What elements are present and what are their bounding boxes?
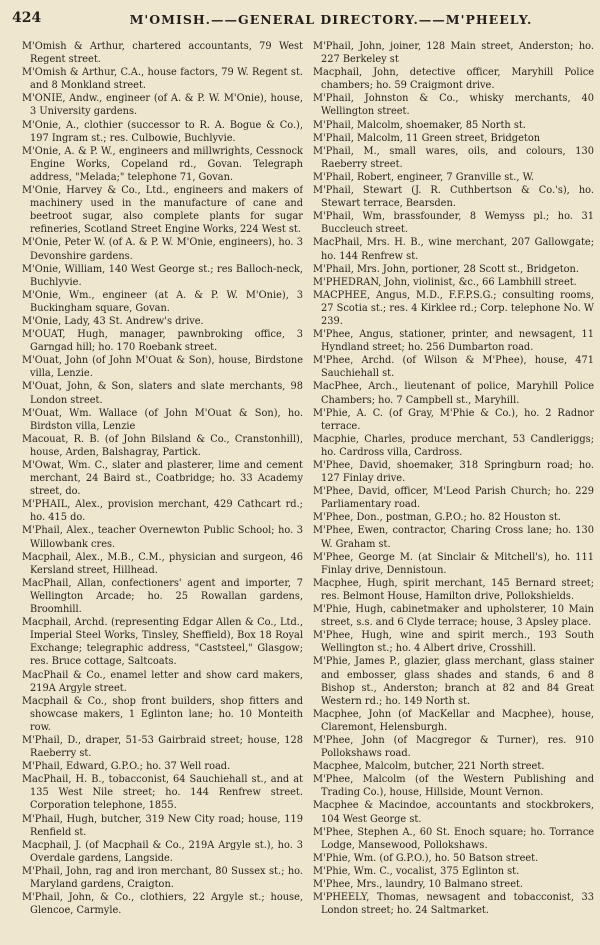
directory-entry: Macphee, John (of MacKellar and Macphee), house, Claremont, Helensburgh. [313,708,594,733]
directory-entry: M'Omish & Arthur, C.A., house factors, 79 W. Regent st. and 8 Monkland street. [22,67,303,92]
directory-entry: MacPhail & Co., enamel letter and show card makers, 219A Argyle street. [22,669,303,694]
directory-entry: MACPHEE, Angus, M.D., F.F.P.S.G.; consulting rooms, 27 Scotia st.; res. 4 Kirklee rd.; Corp. telephone No. W 239. [313,289,594,327]
directory-entry: M'Phie, James P., glazier, glass merchant, glass stainer and embosser, glass shades and stands, 6 and 8 Bishop st., Anderston; branch at 82 and 84 Great Western rd.; ho. 149 North st. [313,656,594,707]
directory-entry: M'Phie, Hugh, cabinetmaker and upholsterer, 10 Main street, s.s. and 6 Clyde terrace; house, 3 Apsley place. [313,604,594,629]
directory-entry: MacPhee, Arch., lieutenant of police, Maryhill Police Chambers; ho. 7 Campbell st., Maryhill. [313,381,594,406]
directory-entry: Macphee, Hugh, spirit merchant, 145 Bernard street; res. Belmont House, Hamilton drive, Pollokshields. [313,577,594,602]
directory-entry: M'Phee, Stephen A., 60 St. Enoch square; ho. Torrance Lodge, Mansewood, Pollokshaws. [313,826,594,851]
directory-entry: M'Phail, Malcolm, shoemaker, 85 North st. [313,119,526,131]
directory-entry: M'Phail, Hugh, butcher, 319 New City road; house, 119 Renfield st. [22,813,303,838]
directory-entry: Macphie, Charles, produce merchant, 53 Candleriggs; ho. Cardross villa, Cardross. [313,433,594,458]
left-column [22,40,303,940]
directory-entry: M'Phie, A. C. (of Gray, M'Phie & Co.), ho. 2 Radnor terrace. [313,407,594,432]
directory-entry: M'Onie, A., clothier (successor to R. A. Bogue & Co.), 197 Ingram st.; res. Culbowie, Buchlyvie. [22,119,303,144]
directory-entry: M'Onie, A. & P. W., engineers and millwrights, Cessnock Engine Works, Copeland rd., Govan. Telegraph address, "Melada;" telephone 71, Govan. [22,145,303,183]
directory-entry: M'Owat, Wm. C., slater and plasterer, lime and cement merchant, 24 Baird st., Coatbridge; ho. 33 Academy street, do. [22,460,303,498]
directory-entry: M'Phail, Alex., teacher Overnewton Public School; ho. 3 Willowbank cres. [22,525,303,550]
directory-entry: M'Onie, Wm., engineer (at A. & P. W. M'Onie), 3 Buckingham square, Govan. [22,289,303,314]
directory-entry: M'Phee, Mrs., laundry, 10 Balmano street. [313,879,524,890]
entry-columns [22,40,594,940]
directory-entry: Macphail, J. (of Macphail & Co., 219A Argyle st.), ho. 3 Overdale gardens, Langside. [22,839,303,864]
directory-entry: M'Phee, John (of Macgregor & Turner), res. 910 Pollokshaws road. [313,734,594,760]
directory-entry: MacPhail, Mrs. H. B., wine merchant, 207 Gallowgate; ho. 144 Renfrew st. [313,237,594,262]
directory-entry: MacPhail, H. B., tobacconist, 64 Sauchiehall st., and at 135 West Nile street; ho. 144 Renfrew street. Corporation telephone, 1855. [22,774,303,812]
directory-entry: M'Phee, Malcolm (of the Western Publishing and Trading Co.), house, Hillside, Mount Vernon. [313,774,594,799]
directory-entry: M'PHAIL, Alex., provision merchant, 429 Cathcart rd.; ho. 415 do. [22,499,303,524]
directory-entry: M'ONIE, Andw., engineer (of A. & P. W. M'Onie), house, 3 University gardens. [22,93,303,118]
directory-entry: M'OUAT, Hugh, manager, pawnbroking office, 3 Garngad hill; ho. 170 Roebank street. [22,329,303,354]
directory-entry: M'Phail, Robert, engineer, 7 Granville st., W. [313,171,535,183]
directory-entry: M'Onie, Harvey & Co., Ltd., engineers and makers of machinery used in the manufacture of cane and beetroot sugar, also complete plants for sugar refineries, Scotland Street Engine Works, 224 West st. [22,185,303,236]
directory-entry: M'Phail, Wm, brassfounder, 8 Wemyss pl.; ho. 31 Buccleuch street. [313,211,594,236]
directory-entry: M'Phail, John, joiner, 128 Main street, Anderston; ho. 227 Berkeley st [313,41,594,66]
running-head: M'OMISH.——GENERAL DIRECTORY.——M'PHEELY. [129,12,533,27]
directory-entry: M'Ouat, John (of John M'Ouat & Son), house, Birdstone villa, Lenzie. [22,355,303,380]
directory-entry: M'Phail, John, & Co., clothiers, 22 Argyle st.; house, Glencoe, Carmyle. [22,892,303,917]
directory-entry: Macphail & Co., shop front builders, shop fitters and showcase makers, 1 Eglinton lane; ho. 10 Monteith row. [22,695,303,733]
directory-entry: Macphee & Macindoe, accountants and stockbrokers, 104 West George st. [313,800,594,825]
directory-entry: M'Phail, Johnston & Co., whisky merchants, 40 Wellington street. [313,93,594,118]
directory-entry: M'Phie, Wm. (of G.P.O.), ho. 50 Batson street. [313,852,539,864]
directory-entry: M'Phail, M., small wares, oils, and colours, 130 Raeberry street. [313,145,594,170]
directory-entry: M'Ouat, John, & Son, slaters and slate merchants, 98 London street. [22,381,303,406]
page-number: 424 [12,10,42,26]
directory-entry: M'Ouat, Wm. Wallace (of John M'Ouat & Son), ho. Birdston villa, Lenzie [22,407,303,432]
directory-entry: M'Phee, David, shoemaker, 318 Springburn road; ho. 127 Finlay drive. [313,460,594,485]
directory-entry: M'Phail, Malcolm, 11 Green street, Bridgeton [313,132,541,144]
directory-entry: M'Phee, Ewen, contractor, Charing Cross lane; ho. 130 W. Graham st. [313,525,594,550]
directory-entry: M'PHEDRAN, John, violinist, &c., 66 Lambhill street. [313,276,577,288]
directory-entry: M'Phee, Angus, stationer, printer, and newsagent, 11 Hyndland street; ho. 256 Dumbarton road. [313,329,594,354]
directory-entry: M'Phail, Edward, G.P.O.; ho. 37 Well road. [22,761,231,773]
directory-entry: Macphail, Alex., M.B., C.M., physician and surgeon, 46 Kersland street, Hillhead. [22,551,303,576]
directory-entry: M'Phee, Don., postman, G.P.O.; ho. 82 Houston st. [313,512,561,524]
directory-entry: M'Phee, Archd. (of Wilson & M'Phee), house, 471 Sauchiehall st. [313,355,594,380]
directory-entry: M'Omish & Arthur, chartered accountants, 79 West Regent street. [22,41,303,66]
directory-entry: M'Onie, Lady, 43 St. Andrew's drive. [22,315,204,327]
directory-entry: M'Phail, D., draper, 51-53 Gairbraid street; house, 128 Raeberry st. [22,734,303,760]
right-column [313,40,594,940]
directory-entry: Macphail, John, detective officer, Maryhill Police chambers; ho. 59 Craigmont drive. [313,67,594,92]
directory-entry: M'Onie, William, 140 West George st.; res Balloch-neck, Buchlyvie. [22,263,303,288]
directory-entry: M'Phail, Mrs. John, portioner, 28 Scott st., Bridgeton. [313,263,579,275]
directory-entry: MacPhail, Allan, confectioners' agent and importer, 7 Wellington Arcade; ho. 25 Rowallan gardens, Broomhill. [22,577,303,616]
directory-entry: Macouat, R. B. (of John Bilsland & Co., Cranstonhill), house, Arden, Balshagray, Partick. [22,433,303,458]
directory-entry: Macphail, Archd. (representing Edgar Allen & Co., Ltd., Imperial Steel Works, Tinsley, Sheffield), Box 18 Royal Exchange; telegraphic address, "Caststeel," Glasgow; res. Bruce cottage, Saltcoats. [22,617,303,668]
directory-entry: Macphee, Malcolm, butcher, 221 North street. [313,761,545,773]
directory-entry: M'Phail, Stewart (J. R. Cuthbertson & Co.'s), ho. Stewart terrace, Bearsden. [313,185,594,210]
directory-entry: M'Phee, George M. (at Sinclair & Mitchell's), ho. 111 Finlay drive, Dennistoun. [313,551,594,576]
directory-entry: M'Phie, Wm. C., vocalist, 375 Eglinton st. [313,865,520,877]
directory-entry: M'Phee, David, officer, M'Leod Parish Church; ho. 229 Parliamentary road. [313,486,594,511]
page-header [0,10,600,32]
directory-entry: M'Phail, John, rag and iron merchant, 80 Sussex st.; ho. Maryland gardens, Craigton. [22,865,303,890]
directory-entry: M'Phee, Hugh, wine and spirit merch., 193 South Wellington st.; ho. 4 Albert drive, Crosshill. [313,630,594,655]
directory-entry: M'PHEELY, Thomas, newsagent and tobacconist, 33 London street; ho. 24 Saltmarket. [313,892,594,917]
directory-entry: M'Onie, Peter W. (of A. & P. W. M'Onie, engineers), ho. 3 Devonshire gardens. [22,237,303,262]
